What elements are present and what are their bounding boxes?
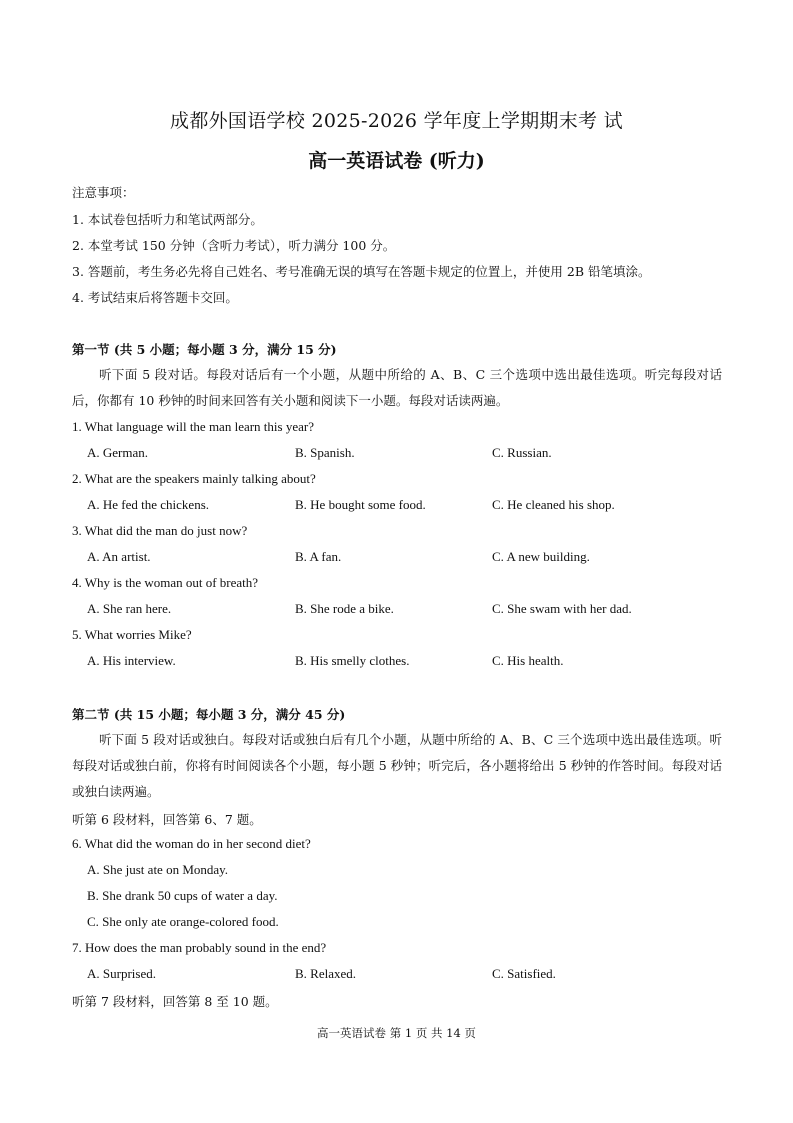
option-a: A. An artist. (87, 549, 151, 564)
option-b: B. She rode a bike. (295, 601, 394, 616)
option-a: A. She just ate on Monday. (87, 862, 229, 877)
question-1: 1. What language will the man learn this year? (72, 419, 314, 434)
option-a: A. She ran here. (87, 601, 172, 616)
notes-heading: 注意事项： (72, 185, 135, 200)
option-b: B. She drank 50 cups of water a day. (87, 888, 278, 903)
option-b: B. His smelly clothes. (295, 653, 410, 668)
option-c: C. Russian. (492, 445, 552, 460)
option-a: A. German. (87, 445, 149, 460)
exam-title: 成都外国语学校 2025-2026 学年度上学期期末考 试 (170, 110, 623, 132)
option-a: A. Surprised. (87, 966, 156, 981)
option-b: B. A fan. (295, 549, 342, 564)
option-c: C. Satisfied. (492, 966, 556, 981)
option-c: C. His health. (492, 653, 564, 668)
question-2: 2. What are the speakers mainly talking about? (72, 471, 316, 486)
question-4: 4. Why is the woman out of breath? (72, 575, 259, 590)
note-item: 2. 本堂考试 150 分钟（含听力考试），听力满分 100 分。 (72, 238, 396, 253)
option-b: B. Relaxed. (295, 966, 357, 981)
question-5: 5. What worries Mike? (72, 627, 192, 642)
option-b: B. He bought some food. (295, 497, 426, 512)
material-7-label: 听第 7 段材料，回答第 8 至 10 题。 (72, 994, 278, 1009)
note-item: 4. 考试结束后将答题卡交回。 (72, 290, 238, 305)
section1-heading: 第一节 (共 5 小题；每小题 3 分，满分 15 分) (72, 342, 337, 357)
option-c: C. She only ate orange-colored food. (87, 914, 279, 929)
option-a: A. He fed the chickens. (87, 497, 210, 512)
exam-subtitle: 高一英语试卷 (听力) (308, 150, 485, 172)
question-6: 6. What did the woman do in her second diet? (72, 836, 311, 851)
question-7: 7. How does the man probably sound in the end? (72, 940, 327, 955)
option-c: C. He cleaned his shop. (492, 497, 615, 512)
option-b: B. Spanish. (295, 445, 355, 460)
section2-instructions: 听下面 5 段对话或独白。每段对话或独白后有几个小题，从题中所给的 A、B、C 三个选项中选出最佳选项。听每段对话或独白前，你将有时间阅读各个小题，每小题 5 秒钟；听完后，各小题将给出 5 秒钟的作答时间。每段对话或独白读两遍。 (72, 732, 722, 799)
option-a: A. His interview. (87, 653, 176, 668)
option-c: C. She swam with her dad. (492, 601, 632, 616)
option-c: C. A new building. (492, 549, 590, 564)
page-footer: 高一英语试卷 第 1 页 共 14 页 (317, 1026, 476, 1040)
section1-instructions: 听下面 5 段对话。每段对话后有一个小题，从题中所给的 A、B、C 三个选项中选出最佳选项。听完每段对话后，你都有 10 秒钟的时间来回答有关小题和阅读下一小题。每段对话读两遍。 (72, 367, 722, 408)
note-item: 1. 本试卷包括听力和笔试两部分。 (72, 212, 263, 227)
question-3: 3. What did the man do just now? (72, 523, 248, 538)
material-6-label: 听第 6 段材料，回答第 6、7 题。 (72, 812, 262, 827)
note-item: 3. 答题前，考生务必先将自己姓名、考号准确无误的填写在答题卡规定的位置上，并使用 2B 铅笔填涂。 (72, 264, 651, 279)
section2-heading: 第二节 (共 15 小题；每小题 3 分，满分 45 分) (72, 707, 346, 722)
